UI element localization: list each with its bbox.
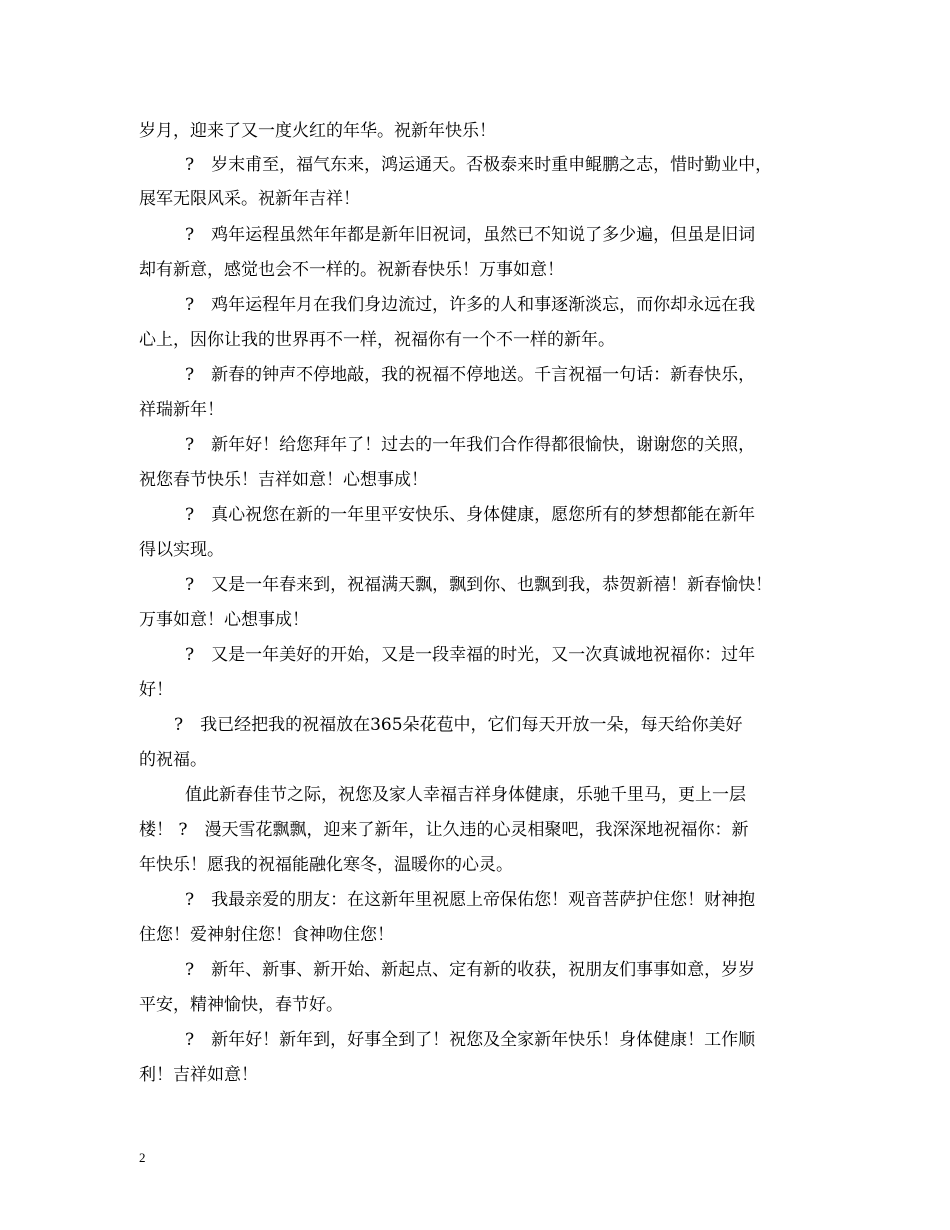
text-line: ? 又是一年美好的开始，又是一段幸福的时光，又一次真诚地祝福你：过年 [185, 645, 756, 665]
text-line: 祝您春节快乐！吉祥如意！心想事成！ [139, 470, 428, 490]
text-line: ? 新年、新事、新开始、新起点、定有新的收获，祝朋友们事事如意，岁岁 [185, 960, 756, 980]
text-line: 得以实现。 [139, 540, 224, 560]
text-line: ? 我最亲爱的朋友：在这新年里祝愿上帝保佑您！观音菩萨护住您！财神抱 [185, 890, 756, 910]
text-line: 心上，因你让我的世界再不一样，祝福你有一个不一样的新年。 [139, 330, 615, 350]
text-line: 祥瑞新年！ [139, 400, 224, 420]
text-line: ? 新年好！给您拜年了！过去的一年我们合作得都很愉快，谢谢您的关照， [185, 435, 756, 455]
text-line: 住您！爱神射住您！食神吻住您！ [139, 925, 394, 945]
text-line: 平安，精神愉快，春节好。 [139, 995, 343, 1015]
text-line: 楼！ ? 漫天雪花飘飘，迎来了新年，让久违的心灵相聚吧，我深深地祝福你：新 [139, 820, 749, 840]
text-line: 万事如意！心想事成！ [139, 610, 309, 630]
text-line: 年快乐！愿我的祝福能融化寒冬，温暖你的心灵。 [139, 855, 513, 875]
text-line: ? 新年好！新年到，好事全到了！祝您及全家新年快乐！身体健康！工作顺 [185, 1030, 756, 1050]
text-line: 岁月，迎来了又一度火红的年华。祝新年快乐！ [139, 121, 496, 141]
text-line: ? 又是一年春来到，祝福满天飘，飘到你、也飘到我，恭贺新禧！新春愉快！ [185, 575, 773, 595]
text-line: 的祝福。 [139, 750, 207, 770]
page-number: 2 [139, 1150, 146, 1165]
text-line: ? 鸡年运程年月在我们身边流过，许多的人和事逐渐淡忘，而你却永远在我 [185, 295, 756, 315]
text-line: ? 岁末甫至，福气东来，鸿运通天。否极泰来时重申鲲鹏之志，惜时勤业中， [185, 155, 773, 175]
text-line: 展军无限风采。祝新年吉祥！ [139, 189, 360, 209]
text-line: ? 鸡年运程虽然年年都是新年旧祝词，虽然已不知说了多少遍，但虽是旧词 [185, 225, 756, 245]
text-line: 好！ [139, 680, 173, 700]
text-line: 利！吉祥如意！ [139, 1065, 258, 1085]
text-line: ? 新春的钟声不停地敲，我的祝福不停地送。千言祝福一句话：新春快乐， [185, 365, 756, 385]
text-line: ? 我已经把我的祝福放在365朵花苞中，它们每天开放一朵，每天给你美好 [174, 715, 743, 735]
text-line: 却有新意，感觉也会不一样的。祝新春快乐！万事如意！ [139, 260, 564, 280]
text-line: 值此新春佳节之际，祝您及家人幸福吉祥身体健康，乐驰千里马，更上一层 [185, 785, 746, 805]
text-line: ? 真心祝您在新的一年里平安快乐、身体健康，愿您所有的梦想都能在新年 [185, 505, 756, 525]
